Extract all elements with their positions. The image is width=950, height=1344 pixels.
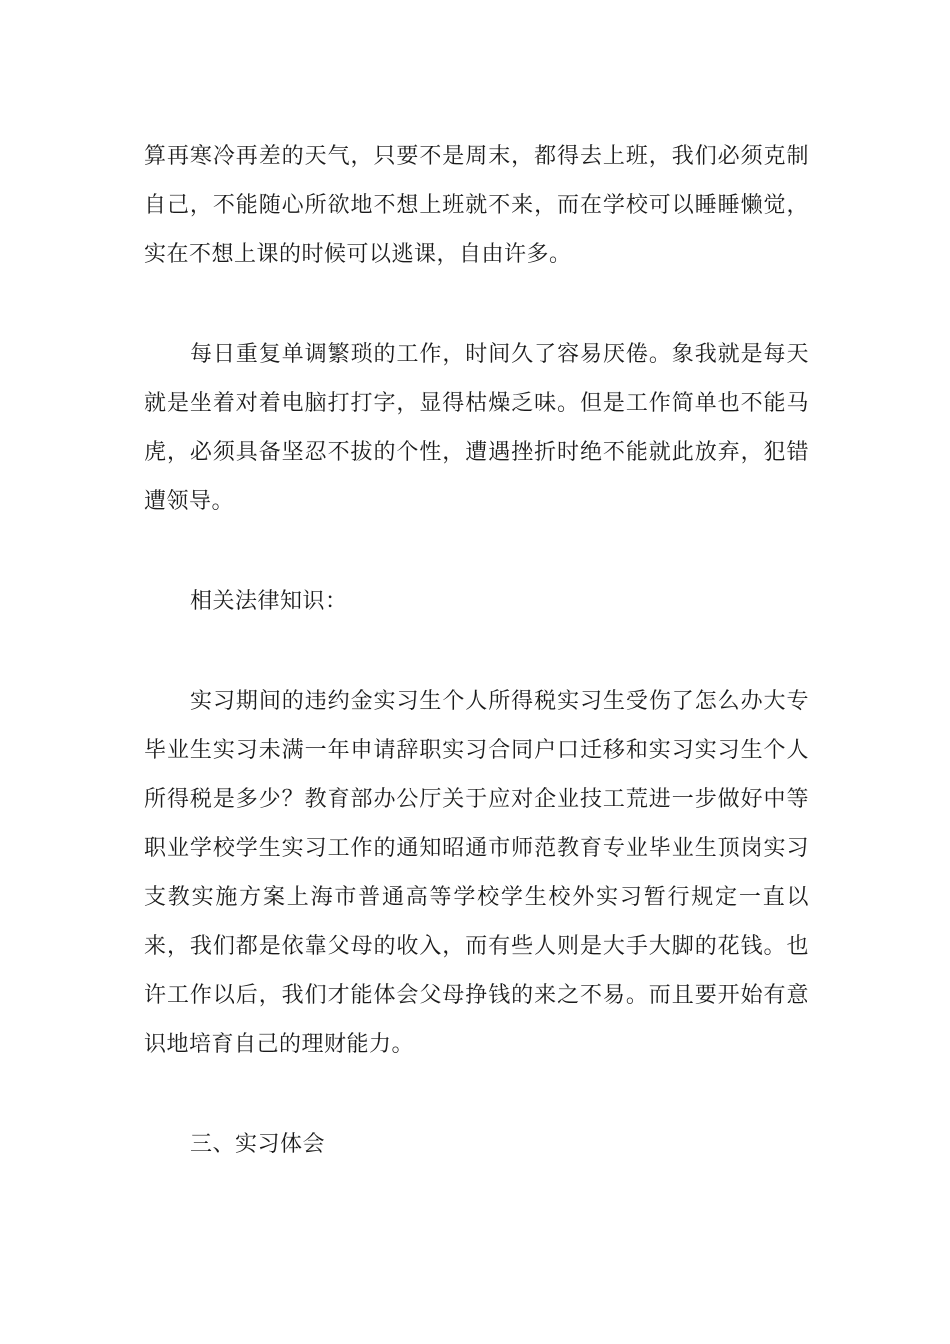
paragraph-gap (144, 279, 809, 330)
paragraph-commute: 算再寒冷再差的天气，只要不是周末，都得去上班，我们必须克制自己，不能随心所欲地不想上班就不来，而在学校可以睡睡懒觉，实在不想上课的时候可以逃课，自由许多。 (144, 144, 809, 267)
paragraph-gap (144, 526, 809, 577)
section-heading-internship-experience: 三、实习体会 (190, 1132, 326, 1157)
paragraph-legal-knowledge: 实习期间的违约金实习生个人所得税实习生受伤了怎么办大专毕业生实习未满一年申请辞职实习合同户口迁移和实习实习生个人所得税是多少？教育部办公厅关于应对企业技工荒进一步做好中等职业学校学生实习工作的通知昭通市师范教育专业毕业生顶岗实习支教实施方案上海市普通高等学校学生校外实习暂行规定一直以来，我们都是依靠父母的收入，而有些人则是大手大脚的花钱。也许工作以后，我们才能体会父母挣钱的来之不易。而且要开始有意识地培育自己的理财能力。 (144, 689, 809, 1057)
paragraph-routine-work: 每日重复单调繁琐的工作，时间久了容易厌倦。象我就是每天就是坐着对着电脑打打字，显得枯燥乏味。但是工作简单也不能马虎，必须具备坚忍不拔的个性，遭遇挫折时绝不能就此放弃，犯错遭领导。 (144, 342, 809, 514)
paragraph-gap (144, 1069, 809, 1120)
paragraph-legal-heading: 相关法律知识： (190, 589, 348, 614)
paragraph-gap (144, 626, 809, 677)
document-body (144, 132, 809, 1169)
